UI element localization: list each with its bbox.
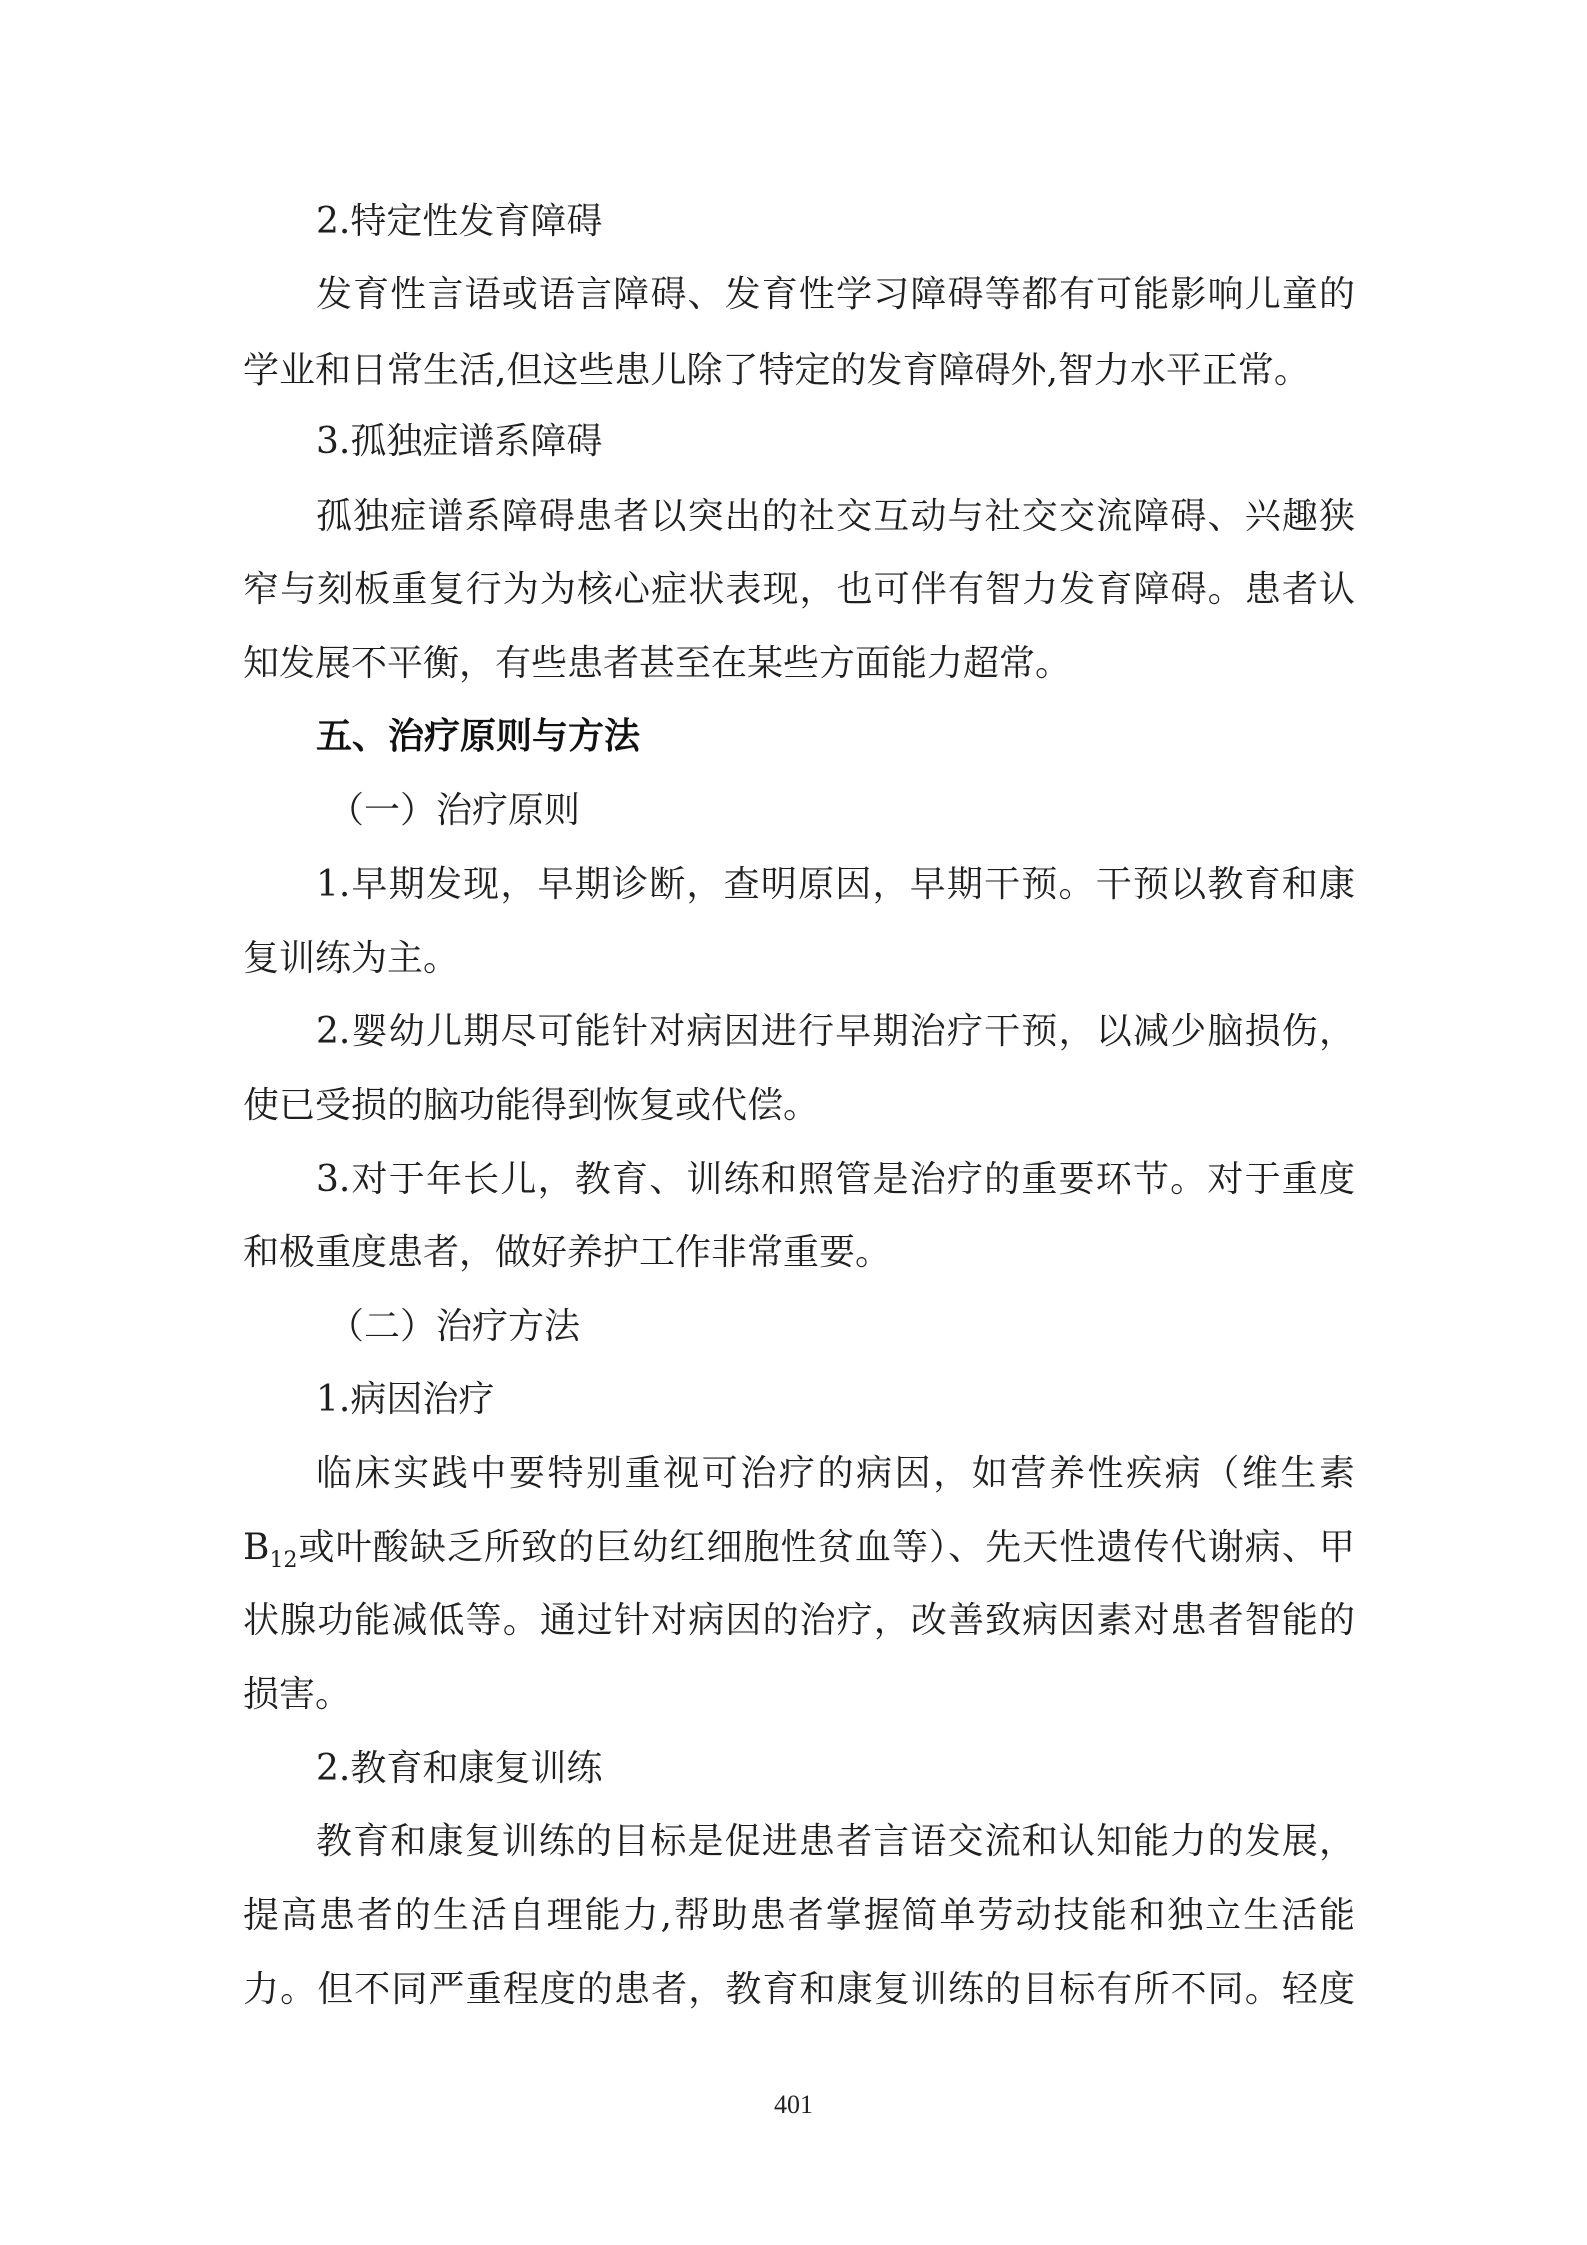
subsection-title-principles: （一）治疗原则 [328, 790, 581, 831]
paragraph-line: 复训练为主。 [243, 938, 460, 979]
section-title: 五、治疗原则与方法 [316, 716, 641, 757]
subheading-autism: 3.孤独症谱系障碍 [316, 421, 603, 462]
paragraph-line: 发育性言语或语言障碍、发育性学习障碍等都有可能影响儿童的 [316, 274, 1355, 315]
paragraph-line: 使已受损的脑功能得到恢复或代偿。 [243, 1085, 820, 1126]
paragraph-line: 和极重度患者，做好养护工作非常重要。 [243, 1232, 892, 1273]
paragraph-line-rest: 或叶酸缺乏所致的巨幼红细胞性贫血等）、先天性遗传代谢病、甲 [297, 1527, 1355, 1568]
paragraph-line: 临床实践中要特别重视可治疗的病因，如营养性疾病（维生素 [316, 1453, 1355, 1494]
paragraph-line: 2.婴幼儿期尽可能针对病因进行早期治疗干预，以减少脑损伤， [316, 1011, 1355, 1052]
paragraph-line: 状腺功能减低等。通过针对病因的治疗，改善致病因素对患者智能的 [243, 1600, 1355, 1641]
subheading-education: 2.教育和康复训练 [316, 1748, 603, 1789]
paragraph-line: 学业和日常生活,但这些患儿除了特定的发育障碍外,智力水平正常。 [243, 350, 1310, 391]
subheading-specific-disorder: 2.特定性发育障碍 [316, 201, 603, 242]
paragraph-line: 知发展不平衡，有些患者甚至在某些方面能力超常。 [243, 643, 1072, 684]
subheading-etiology: 1.病因治疗 [316, 1379, 495, 1420]
subsection-title-methods: （二）治疗方法 [328, 1306, 581, 1347]
page-number: 401 [774, 2090, 813, 2119]
paragraph-line: 窄与刻板重复行为为核心症状表现，也可伴有智力发育障碍。患者认 [243, 569, 1355, 610]
paragraph-line: 力。但不同严重程度的患者，教育和康复训练的目标有所不同。轻度 [243, 1969, 1355, 2010]
paragraph-line: 1.早期发现，早期诊断，查明原因，早期干预。干预以教育和康 [316, 864, 1355, 905]
paragraph-line-b12 [243, 1523, 1355, 1586]
paragraph-line: 孤独症谱系障碍患者以突出的社交互动与社交交流障碍、兴趣狭 [316, 496, 1355, 537]
vitamin-b-subscript: 12 [269, 1548, 298, 1573]
paragraph-line: 教育和康复训练的目标是促进患者言语交流和认知能力的发展， [316, 1821, 1355, 1862]
paragraph-line: 3.对于年长儿，教育、训练和照管是治疗的重要环节。对于重度 [316, 1159, 1355, 1200]
paragraph-line: 提高患者的生活自理能力,帮助患者掌握简单劳动技能和独立生活能 [243, 1895, 1355, 1936]
vitamin-b-letter: B [243, 1527, 270, 1568]
paragraph-line: 损害。 [243, 1674, 352, 1715]
